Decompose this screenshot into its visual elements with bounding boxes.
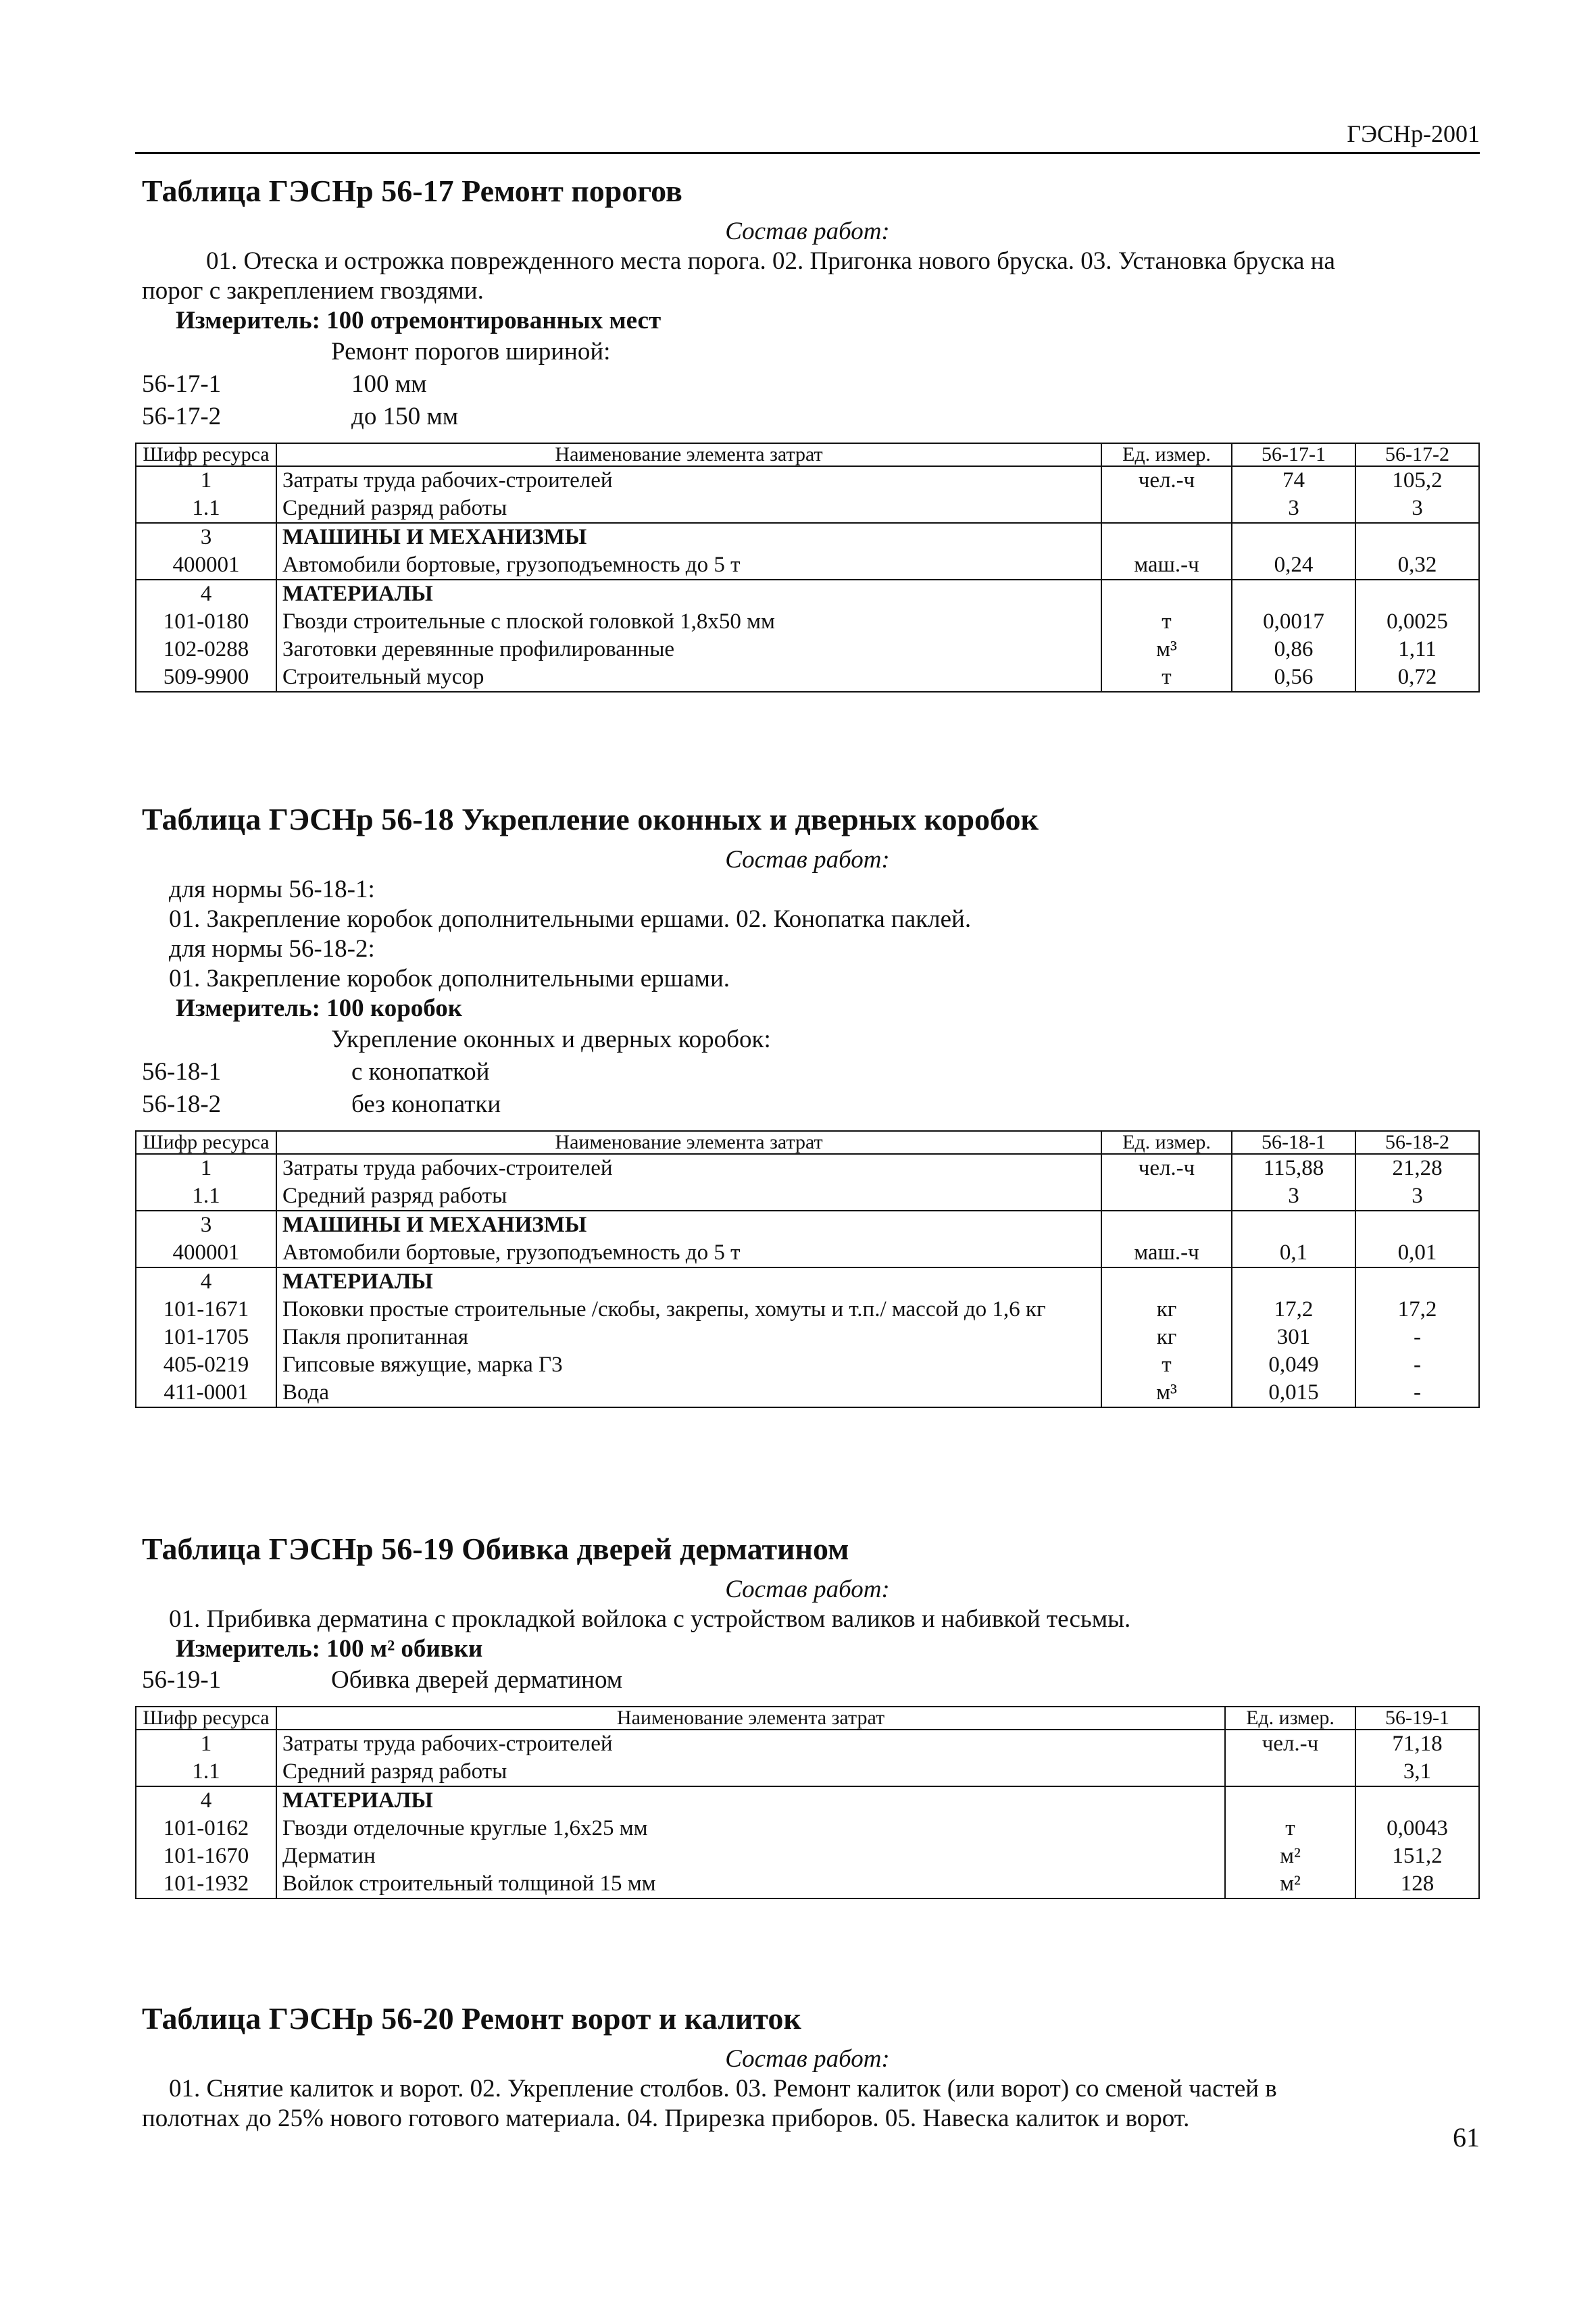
table-header-row: [136, 1131, 1479, 1154]
resource-code-cell: 101-0180: [136, 608, 276, 636]
value-cell: 0,049: [1232, 1351, 1355, 1379]
table-row: [136, 1324, 1479, 1351]
value-cell: -: [1355, 1379, 1479, 1407]
value-cell: 0,24: [1232, 551, 1355, 580]
section-56-17: [135, 172, 1480, 693]
table-row: [136, 1267, 1479, 1296]
resource-name-cell: Строительный мусор: [276, 663, 1101, 692]
table-row: [136, 1870, 1479, 1898]
code-line: 56-17-1 100 мм: [142, 370, 427, 398]
col-header: Шифр ресурса: [136, 1131, 276, 1154]
value-cell: 0,0017: [1232, 608, 1355, 636]
page-number: 61: [1453, 2122, 1480, 2153]
work-composition-label: Состав работ:: [725, 1576, 890, 1603]
resource-code-cell: 411-0001: [136, 1379, 276, 1407]
value-cell: 17,2: [1232, 1296, 1355, 1324]
value-cell: 151,2: [1355, 1842, 1479, 1870]
table-row: [136, 1154, 1479, 1182]
table-row: [136, 580, 1479, 608]
value-cell: [1355, 580, 1479, 608]
unit-cell: [1101, 1267, 1232, 1296]
table-row: [136, 1758, 1479, 1786]
work-line: 01. Отеска и острожка поврежденного места порога. 02. Пригонка нового бруска. 03. Установка бруска на: [206, 247, 1335, 275]
value-cell: 3: [1355, 1182, 1479, 1211]
resource-name-cell: Пакля пропитанная: [276, 1324, 1101, 1351]
resource-code-cell: 4: [136, 580, 276, 608]
value-cell: 105,2: [1355, 466, 1479, 495]
resource-name-cell: МАТЕРИАЛЫ: [276, 580, 1101, 608]
resource-name-cell: МАТЕРИАЛЫ: [276, 1267, 1101, 1296]
page-header: [135, 111, 1480, 154]
unit-cell: м²: [1225, 1842, 1355, 1870]
subtitle-line: Укрепление оконных и дверных коробок:: [331, 1026, 771, 1053]
section-title: Таблица ГЭСНр 56-19 Обивка дверей дерматином: [142, 1532, 849, 1566]
unit-cell: [1101, 523, 1232, 551]
code-line: 56-19-1 Обивка дверей дерматином: [142, 1666, 623, 1694]
col-header: Наименование элемента затрат: [276, 1707, 1225, 1730]
value-cell: 3: [1232, 495, 1355, 523]
value-cell: 3: [1232, 1182, 1355, 1211]
code-line: 56-18-2 без конопатки: [142, 1090, 501, 1118]
resource-code-cell: 1: [136, 466, 276, 495]
value-cell: 115,88: [1232, 1154, 1355, 1182]
value-cell: 3,1: [1355, 1758, 1479, 1786]
unit-cell: [1225, 1786, 1355, 1815]
norm-table-56-17: [135, 443, 1480, 693]
resource-code-cell: 1.1: [136, 1758, 276, 1786]
work-composition-label: Состав работ:: [725, 218, 890, 245]
col-header: Наименование элемента затрат: [276, 1131, 1101, 1154]
work-line: 01. Прибивка дерматина с прокладкой войлока с устройством валиков и набивкой тесьмы.: [169, 1605, 1131, 1633]
work-line: 01. Закрепление коробок дополнительными ершами.: [169, 965, 730, 992]
value-cell: 71,18: [1355, 1730, 1479, 1758]
col-header: Ед. измер.: [1101, 443, 1232, 466]
unit-cell: м²: [1225, 1870, 1355, 1898]
work-line: порог с закреплением гвоздями.: [142, 277, 484, 305]
unit-cell: т: [1101, 663, 1232, 692]
resource-code-cell: 3: [136, 1211, 276, 1239]
unit-cell: м³: [1101, 1379, 1232, 1407]
resource-name-cell: Затраты труда рабочих-строителей: [276, 466, 1101, 495]
subtitle-line: Ремонт порогов шириной:: [331, 338, 611, 366]
resource-code-cell: 1: [136, 1154, 276, 1182]
col-header: 56-17-1: [1232, 443, 1355, 466]
work-composition-label: Состав работ:: [725, 2045, 890, 2073]
resource-code-cell: 400001: [136, 1239, 276, 1267]
table-header-row: [136, 1707, 1479, 1730]
table-row: [136, 1815, 1479, 1842]
value-cell: 0,0043: [1355, 1815, 1479, 1842]
resource-name-cell: Затраты труда рабочих-строителей: [276, 1154, 1101, 1182]
table-row: [136, 636, 1479, 663]
value-cell: 21,28: [1355, 1154, 1479, 1182]
resource-name-cell: Гипсовые вяжущие, марка Г3: [276, 1351, 1101, 1379]
value-cell: [1355, 1211, 1479, 1239]
norm-table-56-19: [135, 1706, 1480, 1899]
resource-name-cell: Затраты труда рабочих-строителей: [276, 1730, 1225, 1758]
table-row: [136, 495, 1479, 523]
value-cell: 0,32: [1355, 551, 1479, 580]
section-56-19: [135, 1530, 1480, 1899]
col-header: Шифр ресурса: [136, 1707, 276, 1730]
value-cell: 0,015: [1232, 1379, 1355, 1407]
work-line: 01. Снятие калиток и ворот. 02. Укрепление столбов. 03. Ремонт калиток (или ворот) со сменой частей в: [169, 2075, 1277, 2103]
resource-code-cell: 101-1671: [136, 1296, 276, 1324]
resource-code-cell: 1.1: [136, 495, 276, 523]
work-line: для нормы 56-18-1:: [169, 876, 375, 903]
unit-cell: кг: [1101, 1296, 1232, 1324]
resource-code-cell: 101-1705: [136, 1324, 276, 1351]
value-cell: -: [1355, 1351, 1479, 1379]
doc-code: ГЭСНр-2001: [1347, 120, 1480, 147]
value-cell: -: [1355, 1324, 1479, 1351]
resource-name-cell: Автомобили бортовые, грузоподъемность до 5 т: [276, 1239, 1101, 1267]
resource-name-cell: МАШИНЫ И МЕХАНИЗМЫ: [276, 523, 1101, 551]
table-row: [136, 551, 1479, 580]
unit-cell: т: [1101, 1351, 1232, 1379]
unit-cell: чел.-ч: [1225, 1730, 1355, 1758]
section-title: Таблица ГЭСНр 56-20 Ремонт ворот и калиток: [142, 2001, 801, 2036]
value-cell: 0,56: [1232, 663, 1355, 692]
measure-line: Измеритель: 100 м² обивки: [176, 1635, 483, 1663]
table-row: [136, 466, 1479, 495]
work-line: для нормы 56-18-2:: [169, 935, 375, 963]
resource-code-cell: 4: [136, 1786, 276, 1815]
value-cell: 301: [1232, 1324, 1355, 1351]
resource-name-cell: Гвозди отделочные круглые 1,6х25 мм: [276, 1815, 1225, 1842]
resource-name-cell: МАТЕРИАЛЫ: [276, 1786, 1225, 1815]
code-line: 56-17-2 до 150 мм: [142, 403, 459, 430]
value-cell: 0,72: [1355, 663, 1479, 692]
resource-name-cell: Средний разряд работы: [276, 1758, 1225, 1786]
value-cell: 17,2: [1355, 1296, 1479, 1324]
table-row: [136, 608, 1479, 636]
table-row: [136, 1239, 1479, 1267]
resource-code-cell: 509-9900: [136, 663, 276, 692]
table-row: [136, 1379, 1479, 1407]
table-row: [136, 663, 1479, 692]
resource-code-cell: 405-0219: [136, 1351, 276, 1379]
resource-name-cell: Заготовки деревянные профилированные: [276, 636, 1101, 663]
resource-name-cell: Гвозди строительные с плоской головкой 1,8х50 мм: [276, 608, 1101, 636]
resource-code-cell: 1: [136, 1730, 276, 1758]
value-cell: 0,0025: [1355, 608, 1479, 636]
resource-name-cell: Средний разряд работы: [276, 1182, 1101, 1211]
section-56-20: [135, 2000, 1480, 2134]
table-header-row: [136, 443, 1479, 466]
col-header: 56-18-1: [1232, 1131, 1355, 1154]
resource-name-cell: МАШИНЫ И МЕХАНИЗМЫ: [276, 1211, 1101, 1239]
value-cell: [1232, 1211, 1355, 1239]
value-cell: [1232, 580, 1355, 608]
unit-cell: м³: [1101, 636, 1232, 663]
resource-name-cell: Дерматин: [276, 1842, 1225, 1870]
resource-name-cell: Поковки простые строительные /скобы, закрепы, хомуты и т.п./ массой до 1,6 кг: [276, 1296, 1101, 1324]
resource-name-cell: Войлок строительный толщиной 15 мм: [276, 1870, 1225, 1898]
resource-name-cell: Вода: [276, 1379, 1101, 1407]
resource-code-cell: 101-1932: [136, 1870, 276, 1898]
col-header: 56-18-2: [1355, 1131, 1479, 1154]
resource-code-cell: 101-1670: [136, 1842, 276, 1870]
value-cell: 0,1: [1232, 1239, 1355, 1267]
unit-cell: т: [1225, 1815, 1355, 1842]
section-56-18: [135, 801, 1480, 1408]
resource-name-cell: Автомобили бортовые, грузоподъемность до 5 т: [276, 551, 1101, 580]
value-cell: 0,86: [1232, 636, 1355, 663]
unit-cell: [1101, 580, 1232, 608]
unit-cell: [1101, 1211, 1232, 1239]
value-cell: [1355, 1786, 1479, 1815]
col-header: Наименование элемента затрат: [276, 443, 1101, 466]
value-cell: 3: [1355, 495, 1479, 523]
measure-line: Измеритель: 100 коробок: [176, 995, 463, 1022]
section-title: Таблица ГЭСНр 56-17 Ремонт порогов: [142, 174, 682, 208]
value-cell: 0,01: [1355, 1239, 1479, 1267]
unit-cell: кг: [1101, 1324, 1232, 1351]
value-cell: [1355, 1267, 1479, 1296]
resource-code-cell: 102-0288: [136, 636, 276, 663]
resource-code-cell: 400001: [136, 551, 276, 580]
table-row: [136, 1296, 1479, 1324]
work-line: полотнах до 25% нового готового материала. 04. Прирезка приборов. 05. Навеска калиток и ворот.: [142, 2105, 1190, 2132]
resource-code-cell: 101-0162: [136, 1815, 276, 1842]
value-cell: 1,11: [1355, 636, 1479, 663]
unit-cell: [1225, 1758, 1355, 1786]
table-row: [136, 1351, 1479, 1379]
unit-cell: т: [1101, 608, 1232, 636]
unit-cell: маш.-ч: [1101, 1239, 1232, 1267]
resource-code-cell: 3: [136, 523, 276, 551]
table-row: [136, 1211, 1479, 1239]
col-header: Ед. измер.: [1101, 1131, 1232, 1154]
section-title: Таблица ГЭСНр 56-18 Укрепление оконных и дверных коробок: [142, 802, 1039, 836]
resource-code-cell: 4: [136, 1267, 276, 1296]
col-header: 56-17-2: [1355, 443, 1479, 466]
resource-code-cell: 1.1: [136, 1182, 276, 1211]
value-cell: 74: [1232, 466, 1355, 495]
unit-cell: чел.-ч: [1101, 1154, 1232, 1182]
norm-table-56-18: [135, 1130, 1480, 1408]
unit-cell: чел.-ч: [1101, 466, 1232, 495]
unit-cell: [1101, 495, 1232, 523]
resource-name-cell: Средний разряд работы: [276, 495, 1101, 523]
measure-line: Измеритель: 100 отремонтированных мест: [176, 307, 662, 334]
value-cell: 128: [1355, 1870, 1479, 1898]
table-row: [136, 1786, 1479, 1815]
col-header: Ед. измер.: [1225, 1707, 1355, 1730]
value-cell: [1232, 523, 1355, 551]
col-header: Шифр ресурса: [136, 443, 276, 466]
code-line: 56-18-1 с конопаткой: [142, 1058, 490, 1086]
work-line: 01. Закрепление коробок дополнительными ершами. 02. Конопатка паклей.: [169, 905, 972, 933]
table-row: [136, 1182, 1479, 1211]
value-cell: [1232, 1267, 1355, 1296]
value-cell: [1355, 523, 1479, 551]
table-row: [136, 1842, 1479, 1870]
unit-cell: маш.-ч: [1101, 551, 1232, 580]
table-row: [136, 523, 1479, 551]
col-header: 56-19-1: [1355, 1707, 1479, 1730]
table-row: [136, 1730, 1479, 1758]
work-composition-label: Состав работ:: [725, 846, 890, 874]
unit-cell: [1101, 1182, 1232, 1211]
